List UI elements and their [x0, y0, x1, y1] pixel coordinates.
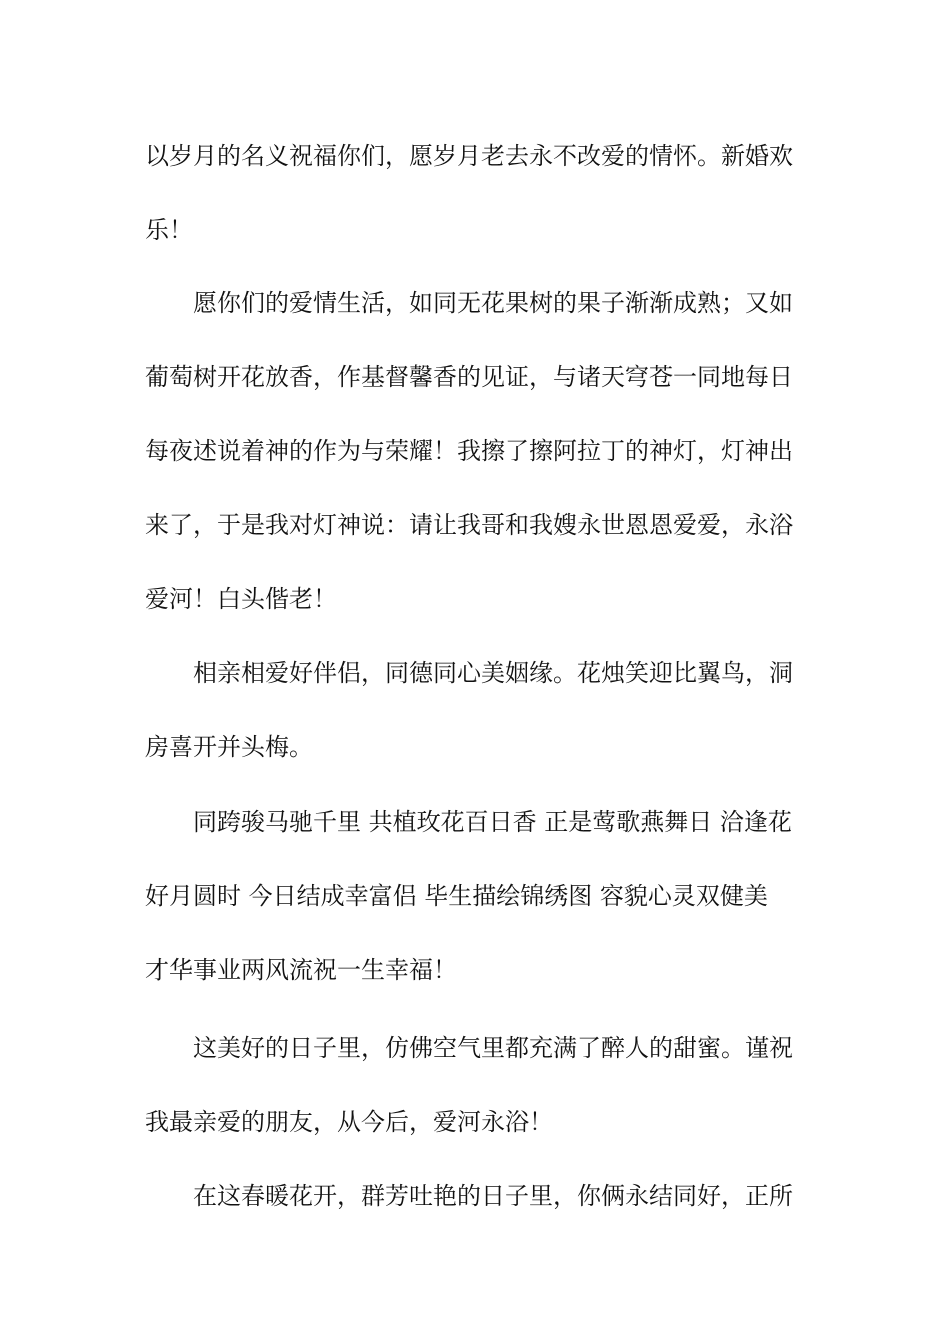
text-line: 我最亲爱的朋友，从今后，爱河永浴！: [145, 1108, 553, 1136]
text-line: 爱河！白头偕老！: [145, 585, 337, 613]
paragraph-first-line: 愿你们的爱情生活，如同无花果树的果子渐渐成熟；又如: [193, 289, 793, 317]
paragraph-first-line: 在这春暖花开，群芳吐艳的日子里，你俩永结同好，正所: [193, 1182, 793, 1210]
text-line: 房喜开并头梅。: [145, 733, 313, 761]
text-line: 好月圆时 今日结成幸富侣 毕生描绘锦绣图 容貌心灵双健美: [145, 882, 768, 910]
text-line: 才华事业两风流祝一生幸福！: [145, 956, 457, 984]
paragraph-first-line: 这美好的日子里，仿佛空气里都充满了醉人的甜蜜。谨祝: [193, 1034, 793, 1062]
text-line: 每夜述说着神的作为与荣耀！我擦了擦阿拉丁的神灯，灯神出: [145, 437, 793, 465]
paragraph-first-line: 同跨骏马驰千里 共植玫花百日香 正是莺歌燕舞日 洽逢花: [193, 808, 792, 836]
paragraph-first-line: 相亲相爱好伴侣，同德同心美姻缘。花烛笑迎比翼鸟，洞: [193, 659, 793, 687]
text-line: 来了，于是我对灯神说：请让我哥和我嫂永世恩恩爱爱，永浴: [145, 511, 793, 539]
text-line: 葡萄树开花放香，作基督馨香的见证，与诸天穹苍一同地每日: [145, 363, 793, 391]
text-line: 乐！: [145, 216, 193, 244]
text-line: 以岁月的名义祝福你们，愿岁月老去永不改爱的情怀。新婚欢: [145, 142, 793, 170]
